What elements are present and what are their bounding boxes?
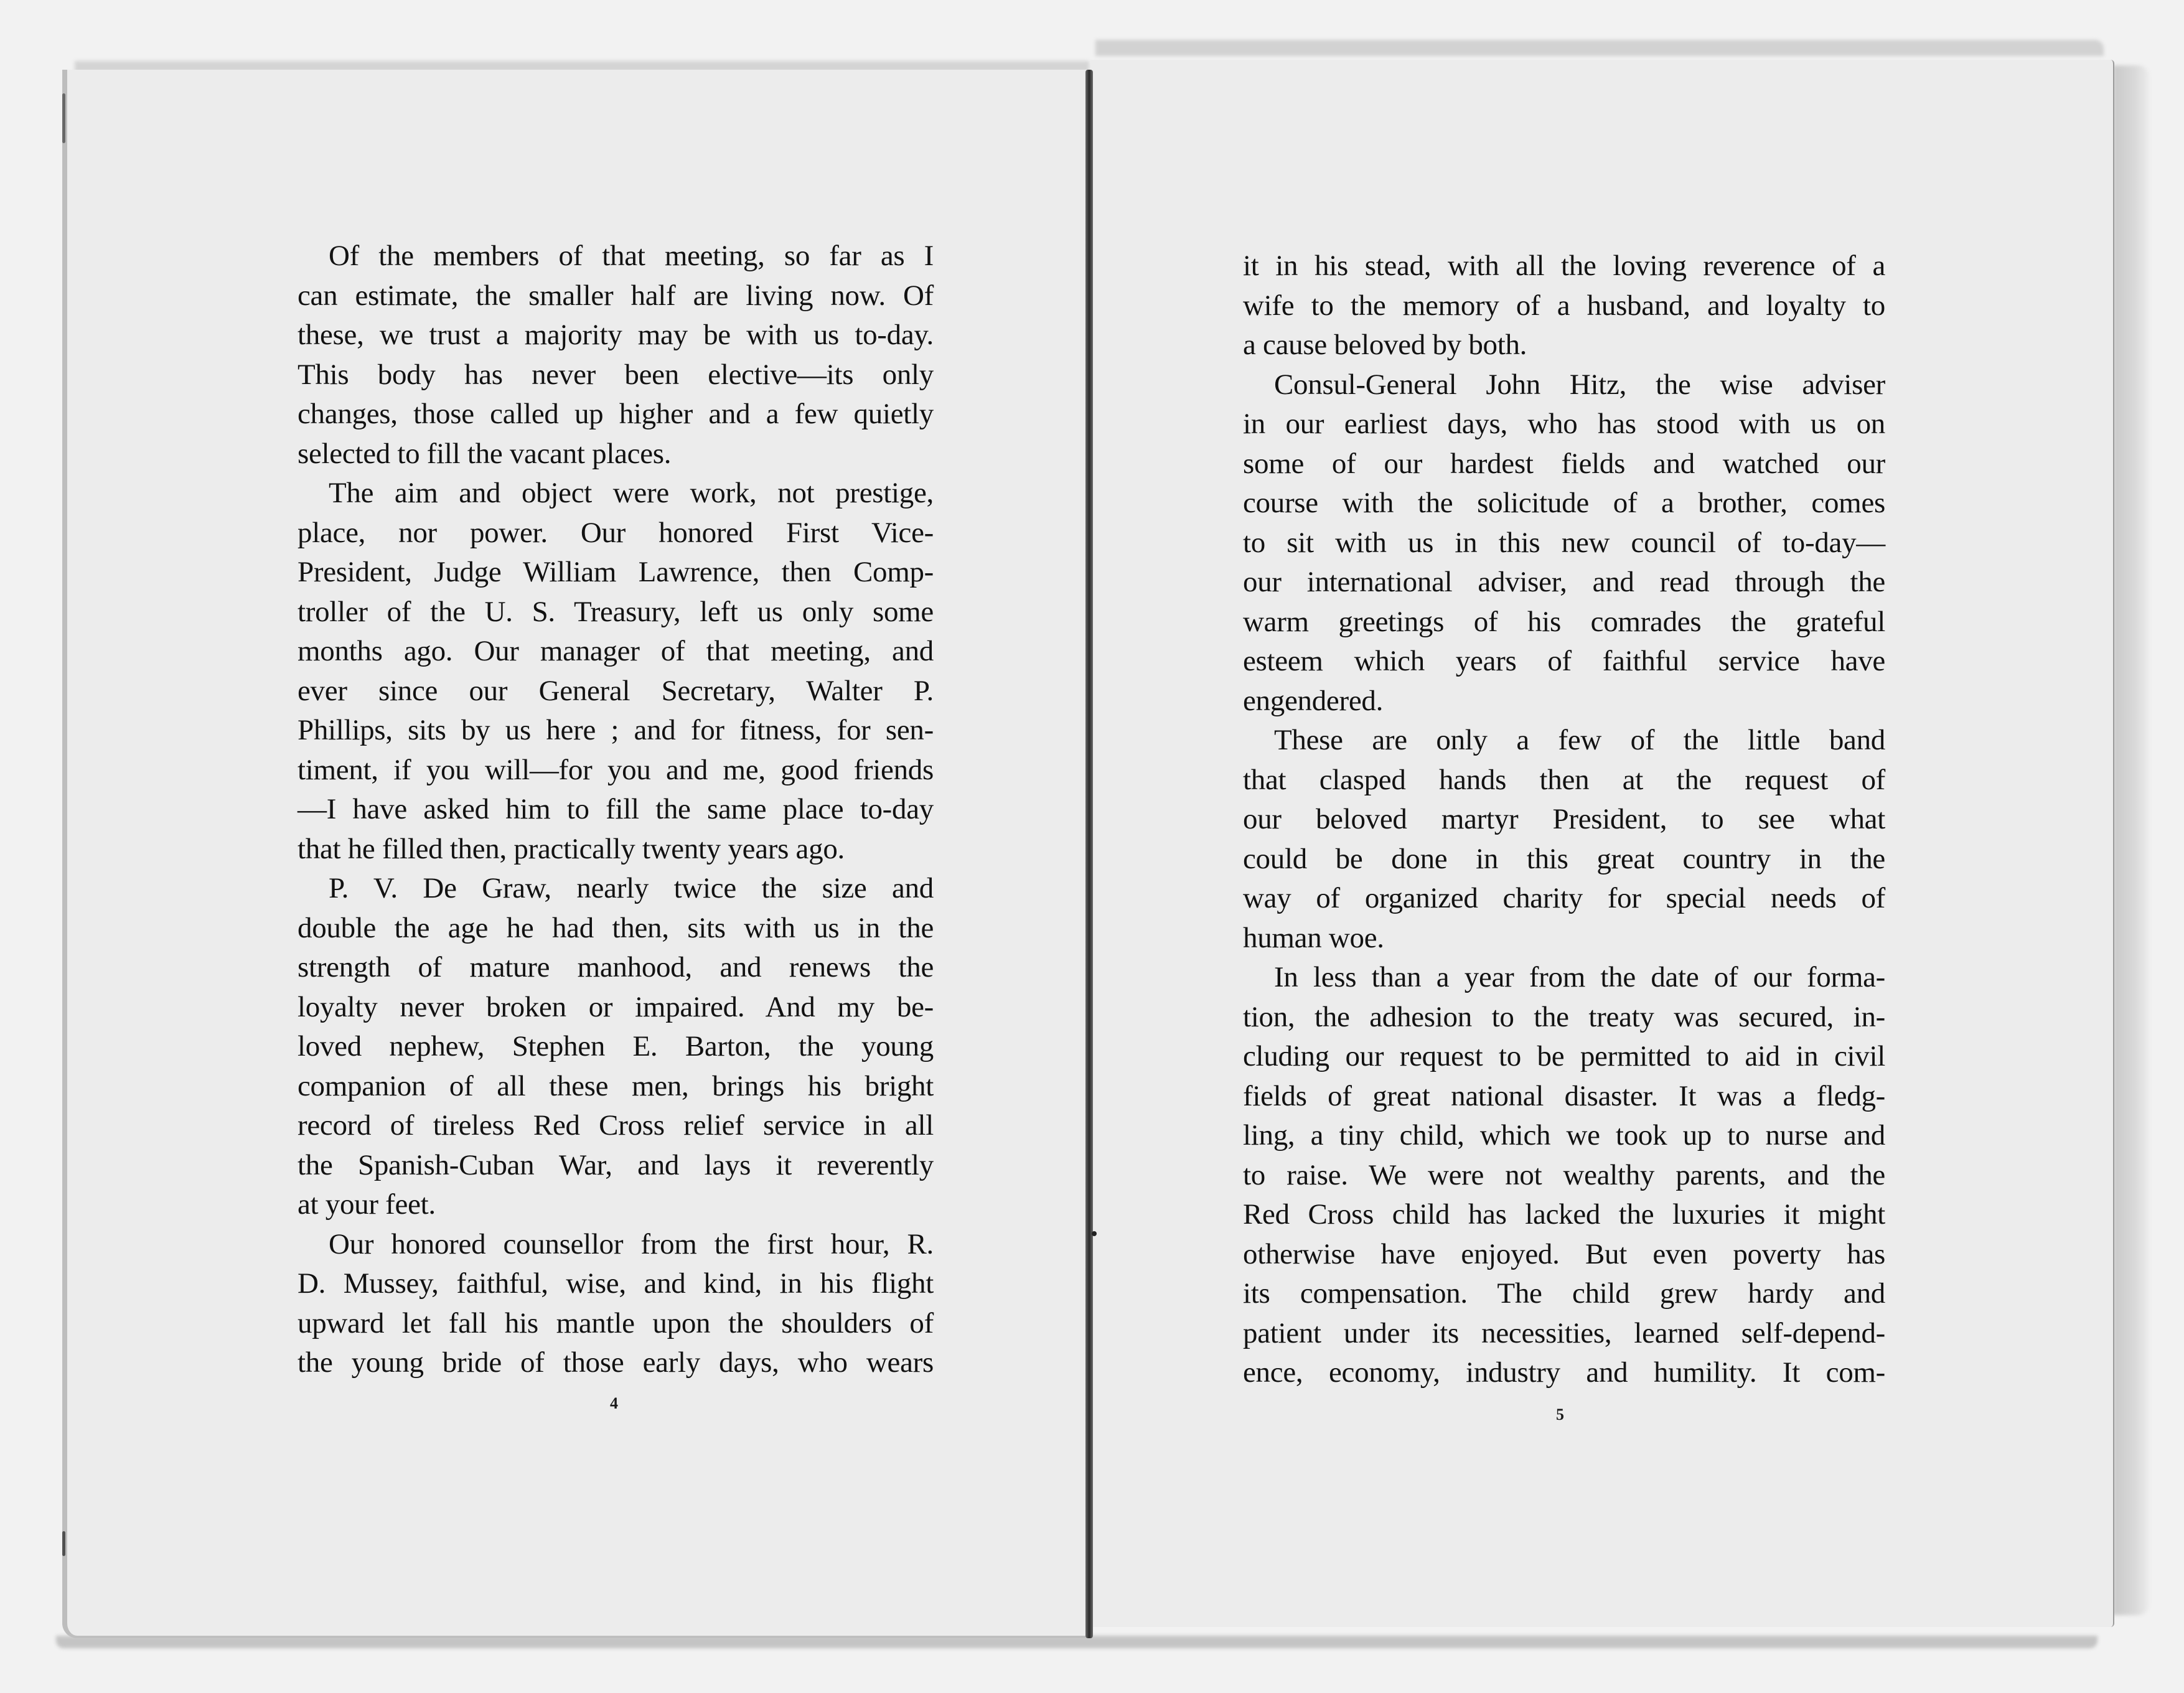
- text-line: President, Judge William Lawrence, then Comp-: [298, 556, 934, 588]
- text-line: it in his stead, with all the loving reverence of a: [1243, 250, 1885, 282]
- text-line: otherwise have enjoyed. But even poverty has: [1243, 1237, 1885, 1270]
- text-line: some of our hardest fields and watched our: [1243, 447, 1885, 480]
- text-line: The aim and object were work, not prestige,: [329, 477, 934, 509]
- text-line: strength of mature manhood, and renews the: [298, 951, 934, 983]
- text-line: at your feet.: [298, 1188, 436, 1221]
- text-line: our beloved martyr President, to see what: [1243, 803, 1885, 835]
- text-line: ling, a tiny child, which we took up to nurse and: [1243, 1119, 1885, 1151]
- text-line: changes, those called up higher and a few quietly: [298, 398, 934, 430]
- text-line: In less than a year from the date of our forma-: [1274, 961, 1885, 993]
- text-line: ence, economy, industry and humility. It com-: [1243, 1356, 1885, 1389]
- right-page-body-text: [1243, 246, 1885, 1393]
- text-line: that clasped hands then at the request of: [1243, 763, 1885, 796]
- right-page-number: 5: [1556, 1405, 1564, 1423]
- text-line: engendered.: [1243, 684, 1384, 717]
- text-line: upward let fall his mantle upon the shoulders of: [298, 1306, 934, 1339]
- text-line: warm greetings of his comrades the grateful: [1243, 605, 1885, 638]
- page-stack-edge-top-right: [1095, 40, 2104, 56]
- text-line: fields of great national disaster. It was a fledg-: [1243, 1079, 1885, 1112]
- text-line: —I have asked him to fill the same place to-day: [298, 793, 934, 825]
- left-page-body-text: [298, 237, 934, 1383]
- text-line: could be done in this great country in the: [1243, 842, 1885, 875]
- text-line: to sit with us in this new council of to-day—: [1243, 526, 1885, 559]
- text-line: loyalty never broken or impaired. And my be-: [298, 990, 934, 1023]
- text-line: record of tireless Red Cross relief service in all: [298, 1109, 934, 1142]
- text-line: way of organized charity for special needs of: [1243, 882, 1885, 914]
- text-line: This body has never been elective—its only: [298, 358, 934, 391]
- text-line: Of the members of that meeting, so far as I: [329, 240, 934, 272]
- page-stack-edge-right: [2113, 65, 2149, 1615]
- text-line: that he filled then, practically twenty years ago.: [298, 832, 845, 865]
- text-line: P. V. De Graw, nearly twice the size and: [329, 872, 934, 904]
- scan-mark-left-top: [62, 93, 65, 143]
- text-line: loved nephew, Stephen E. Barton, the young: [298, 1030, 934, 1062]
- text-line: wife to the memory of a husband, and loyalty to: [1243, 289, 1885, 322]
- text-line: timent, if you will—for you and me, good friends: [298, 753, 934, 786]
- text-line: patient under its necessities, learned self-depend-: [1243, 1316, 1885, 1349]
- text-line: ever since our General Secretary, Walter P.: [298, 674, 934, 707]
- text-line: a cause beloved by both.: [1243, 329, 1527, 361]
- left-page-number: 4: [610, 1394, 618, 1412]
- text-line: can estimate, the smaller half are living now. Of: [298, 279, 934, 312]
- text-line: place, nor power. Our honored First Vice-: [298, 516, 934, 549]
- text-line: its compensation. The child grew hardy and: [1243, 1277, 1885, 1310]
- text-line: companion of all these men, brings his bright: [298, 1069, 934, 1102]
- text-line: double the age he had then, sits with us in the: [298, 911, 934, 944]
- text-line: in our earliest days, who has stood with us on: [1243, 408, 1885, 440]
- text-line: to raise. We were not wealthy parents, and the: [1243, 1158, 1885, 1191]
- text-line: tion, the adhesion to the treaty was secured, in-: [1243, 1000, 1885, 1033]
- scan-mark-left-bottom: [62, 1531, 65, 1556]
- text-line: esteem which years of faithful service have: [1243, 645, 1885, 677]
- text-line: Phillips, sits by us here ; and for fitness, for sen-: [298, 714, 934, 746]
- text-line: the Spanish-Cuban War, and lays it reverently: [298, 1148, 934, 1181]
- text-line: Consul-General John Hitz, the wise adviser: [1274, 368, 1885, 401]
- text-line: selected to fill the vacant places.: [298, 437, 672, 470]
- text-line: cluding our request to be permitted to aid in civil: [1243, 1040, 1885, 1072]
- text-line: our international adviser, and read through the: [1243, 566, 1885, 598]
- text-line: human woe.: [1243, 921, 1384, 954]
- text-line: the young bride of those early days, who wears: [298, 1346, 934, 1379]
- scan-mark-gutter-dot: [1092, 1231, 1097, 1236]
- text-line: Red Cross child has lacked the luxuries it might: [1243, 1198, 1885, 1231]
- text-line: course with the solicitude of a brother, comes: [1243, 487, 1885, 519]
- text-line: months ago. Our manager of that meeting, and: [298, 635, 934, 667]
- text-line: These are only a few of the little band: [1274, 724, 1885, 756]
- text-line: Our honored counsellor from the first hour, R.: [329, 1227, 934, 1260]
- text-line: D. Mussey, faithful, wise, and kind, in his flight: [298, 1267, 934, 1300]
- text-line: these, we trust a majority may be with us to-day.: [298, 319, 934, 351]
- book-gutter-spine: [1085, 70, 1093, 1638]
- text-line: troller of the U. S. Treasury, left us only some: [298, 595, 934, 628]
